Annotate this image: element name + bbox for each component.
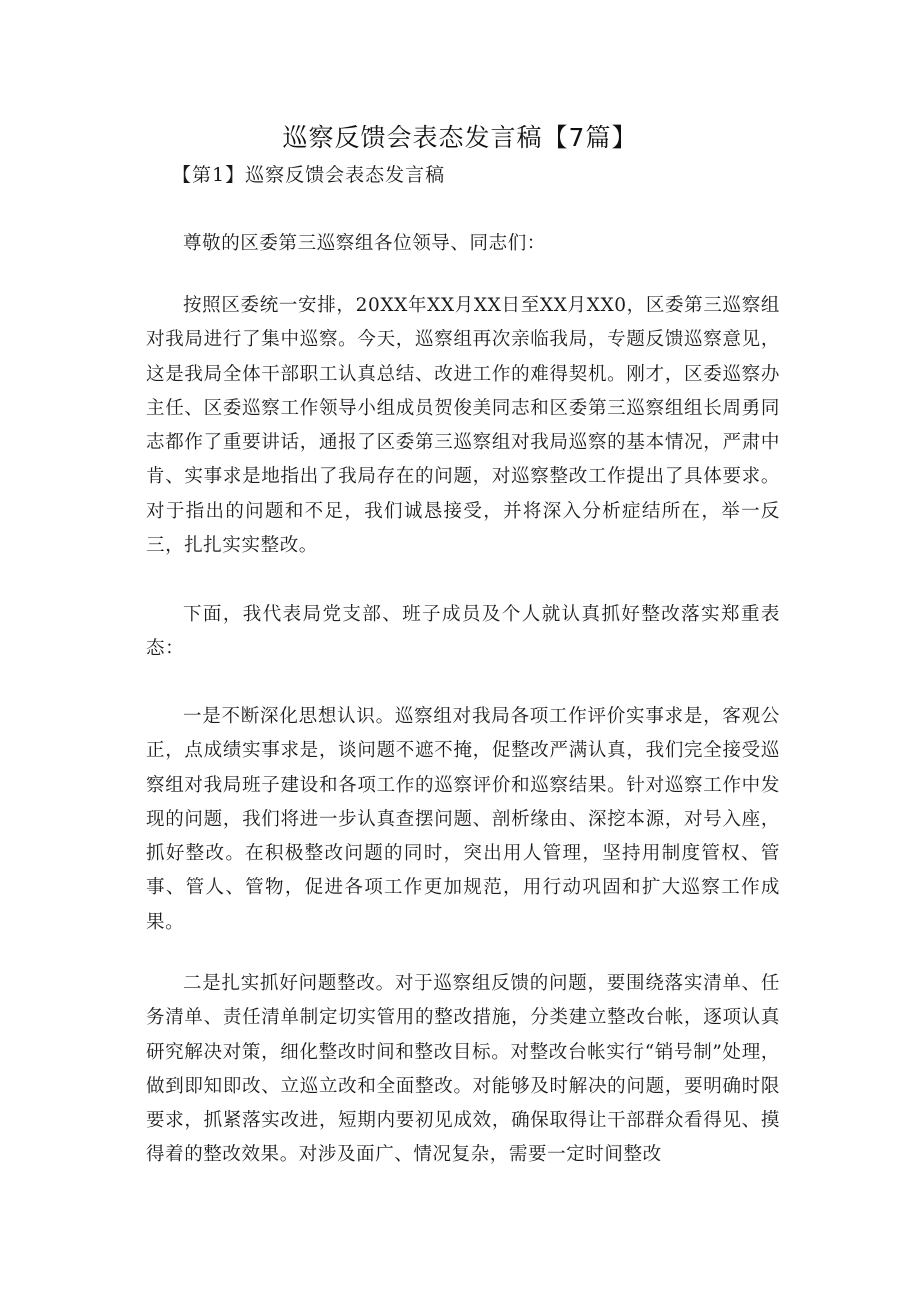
point-two-paragraph: 二是扎实抓好问题整改。对于巡察组反馈的问题，要围绕落实清单、任务清单、责任清单制定切实管用的整改措施，分类建立整改台帐，逐项认真研究解决对策，细化整改时间和整改目标。对整改台帐实行“销号制”处理，做到即知即改、立巡立改和全面整改。对能够及时解决的问题，要明确时限要求，抓紧落实改进，短期内要初见成效，确保取得让干部群众看得见、摸得着的整改效果。对涉及面广、情况复杂，需要一定时间整改 — [146, 973, 780, 1166]
point-one-paragraph: 一是不断深化思想认识。巡察组对我局各项工作评价实事求是，客观公正，点成绩实事求是，谈问题不遮不掩，促整改严满认真，我们完全接受巡察组对我局班子建设和各项工作的巡察评价和巡察结果。针对巡察工作中发现的问题，我们将进一步认真查摆问题、剖析缘由、深挖本源，对号入座，抓好整改。在积极整改问题的同时，突出用人管理，坚持用制度管权、管事、管人、管物，促进各项工作更加规范，用行动巩固和扩大巡察工作成果。 — [146, 706, 780, 933]
document-title: 巡察反馈会表态发言稿【7篇】 — [282, 123, 638, 152]
section-heading: 【第1】巡察反馈会表态发言稿 — [172, 164, 446, 186]
intro-paragraph: 按照区委统一安排，20XX年XX月XX日至XX月XX0，区委第三巡察组对我局进行了集中巡察。今天，巡察组再次亲临我局，专题反馈巡察意见，这是我局全体干部职工认真总结、改进工作的难得契机。刚才，区委巡察办主任、区委巡察工作领导小组成员贺俊美同志和区委第三巡察组组长周勇同志都作了重要讲话，通报了区委第三巡察组对我局巡察的基本情况，严肃中肯、实事求是地指出了我局存在的问题，对巡察整改工作提出了具体要求。对于指出的问题和不足，我们诚恳接受，并将深入分析症结所在，举一反三，扎扎实实整改。 — [146, 295, 780, 557]
salutation-paragraph: 尊敬的区委第三巡察组各位领导、同志们： — [183, 233, 546, 254]
statement-lead-paragraph: 下面，我代表局党支部、班子成员及个人就认真抓好整改落实郑重表态： — [146, 604, 780, 660]
